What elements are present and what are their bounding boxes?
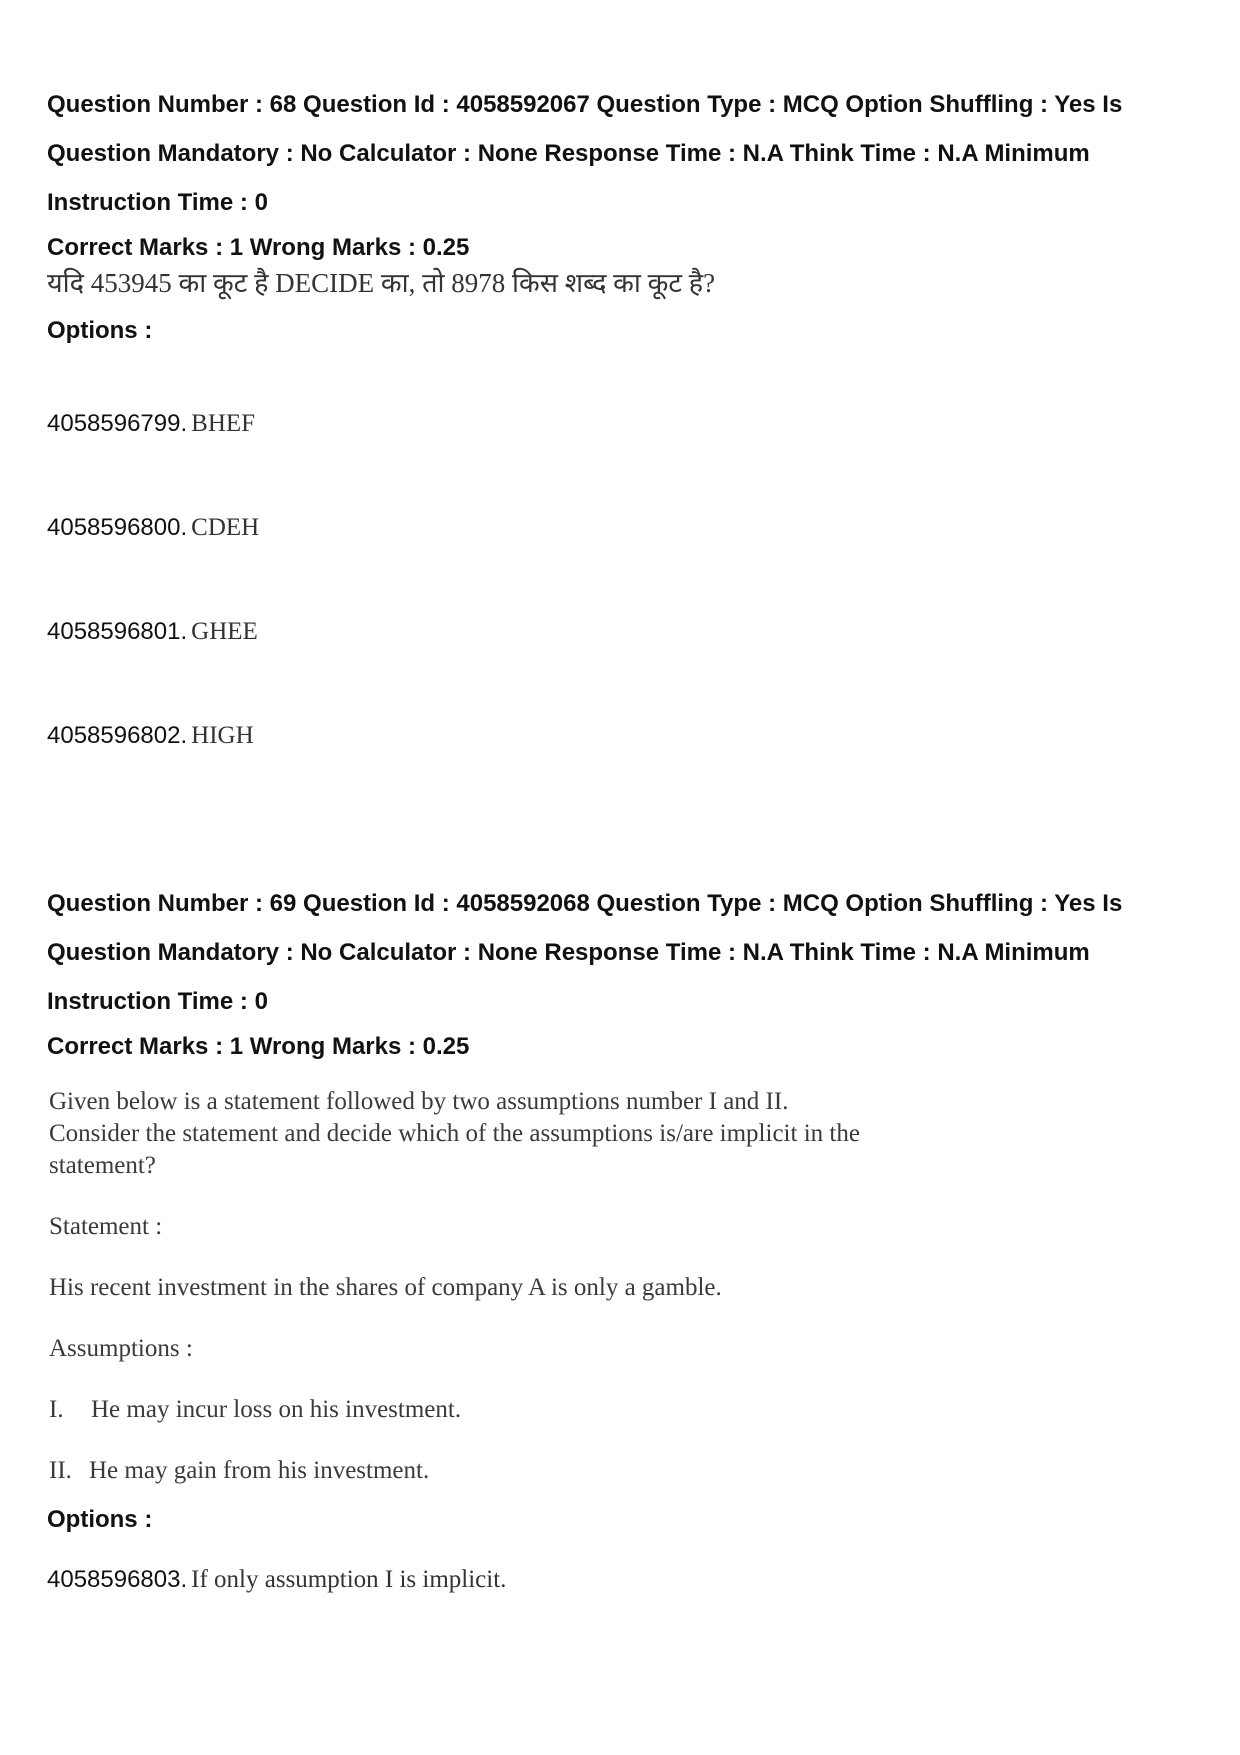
option-id: 4058596802. bbox=[47, 722, 188, 749]
header-line: Instruction Time : 0 bbox=[47, 988, 268, 1015]
option-text: If only assumption I is implicit. bbox=[191, 1566, 507, 1593]
option-text: GHEE bbox=[191, 618, 258, 645]
question-text-line: Given below is a statement followed by two assumptions number I and II. bbox=[49, 1088, 789, 1115]
assumption-item bbox=[49, 1396, 461, 1424]
assumption-text: He may incur loss on his investment. bbox=[91, 1396, 462, 1423]
option-id: 4058596799. bbox=[47, 410, 188, 437]
options-label: Options : bbox=[47, 1506, 153, 1533]
statement-label: Statement : bbox=[49, 1213, 163, 1240]
marks-line: Correct Marks : 1 Wrong Marks : 0.25 bbox=[47, 234, 470, 261]
option-item[interactable] bbox=[47, 618, 258, 646]
option-id: 4058596800. bbox=[47, 514, 188, 541]
option-item[interactable] bbox=[47, 1566, 506, 1594]
option-id: 4058596803. bbox=[47, 1566, 188, 1593]
header-line: Question Mandatory : No Calculator : None Response Time : N.A Think Time : N.A Minimum bbox=[47, 939, 1090, 966]
assumption-item bbox=[49, 1457, 429, 1485]
option-item[interactable] bbox=[47, 514, 259, 542]
header-line: Question Mandatory : No Calculator : None Response Time : N.A Think Time : N.A Minimum bbox=[47, 140, 1090, 167]
question-68 bbox=[47, 80, 1207, 348]
header-line: Question Number : 69 Question Id : 4058592068 Question Type : MCQ Option Shuffling : Yes Is bbox=[47, 890, 1123, 917]
question-text: यदि 453945 का कूट है DECIDE का, तो 8978 किस शब्द का कूट है? bbox=[47, 268, 716, 298]
question-text-line: Consider the statement and decide which of the assumptions is/are implicit in the bbox=[49, 1120, 860, 1147]
option-item[interactable] bbox=[47, 410, 255, 438]
options-label: Options : bbox=[47, 317, 153, 344]
option-text: CDEH bbox=[191, 514, 260, 541]
option-item[interactable] bbox=[47, 722, 254, 750]
option-id: 4058596801. bbox=[47, 618, 188, 645]
assumption-text: He may gain from his investment. bbox=[89, 1457, 430, 1484]
header-line: Instruction Time : 0 bbox=[47, 189, 268, 216]
option-text: BHEF bbox=[191, 410, 256, 437]
assumption-number: I. bbox=[49, 1396, 64, 1423]
assumptions-label: Assumptions : bbox=[49, 1335, 193, 1362]
assumption-number: II. bbox=[49, 1457, 72, 1484]
question-header bbox=[47, 80, 1207, 227]
question-69 bbox=[47, 879, 1207, 1063]
question-text-line: statement? bbox=[49, 1152, 156, 1179]
header-line: Question Number : 68 Question Id : 4058592067 Question Type : MCQ Option Shuffling : Yes Is bbox=[47, 91, 1123, 118]
question-header bbox=[47, 879, 1207, 1026]
statement-text: His recent investment in the shares of company A is only a gamble. bbox=[49, 1274, 722, 1301]
option-text: HIGH bbox=[191, 722, 254, 749]
marks-line: Correct Marks : 1 Wrong Marks : 0.25 bbox=[47, 1033, 470, 1060]
